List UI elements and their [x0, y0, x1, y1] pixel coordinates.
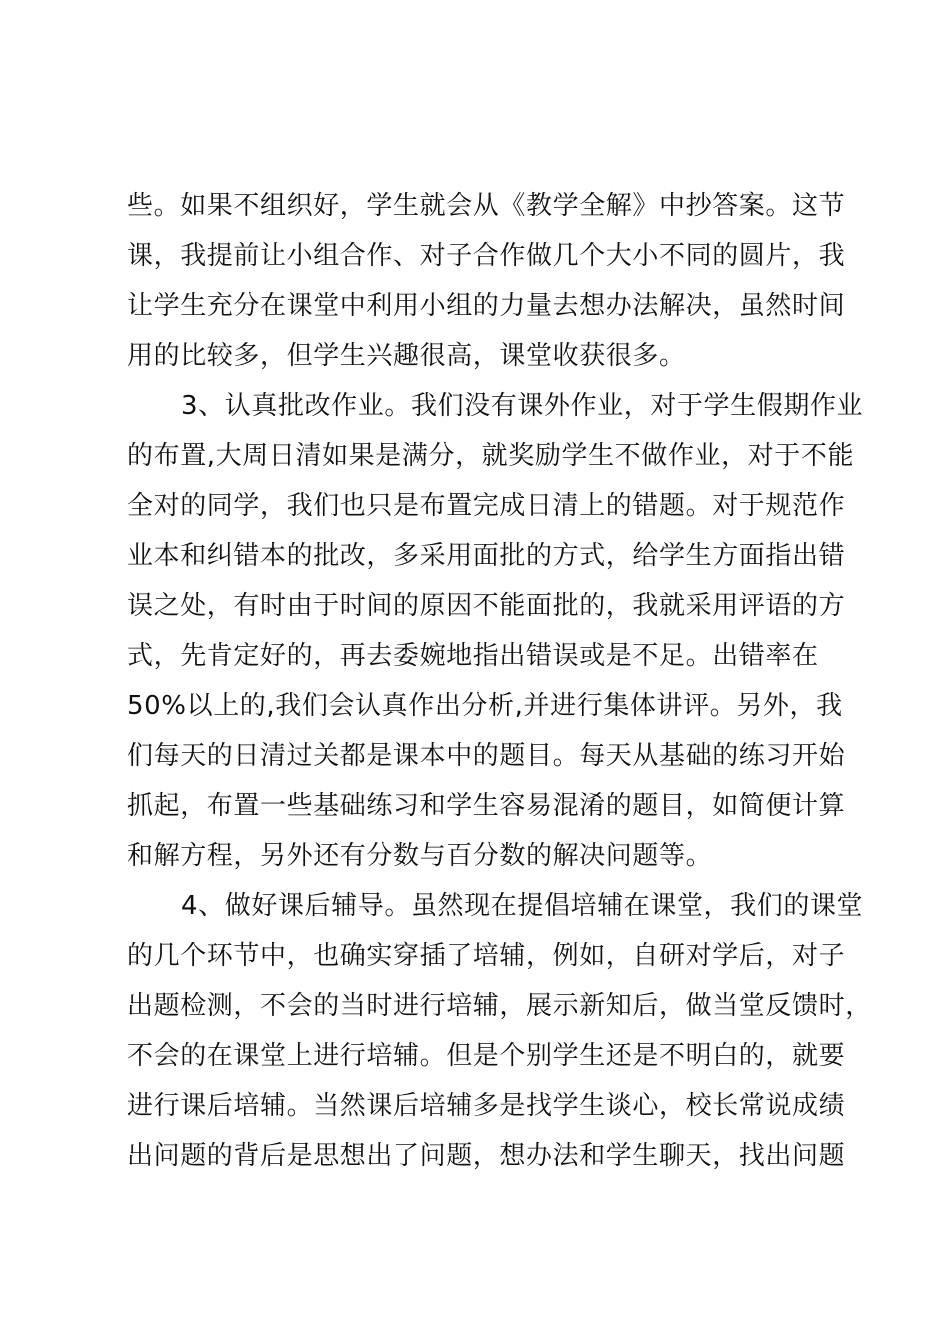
- text-line: 的几个环节中，也确实穿插了培辅，例如，自研对学后，对子: [127, 941, 846, 971]
- text-line: 抓起，布置一些基础练习和学生容易混淆的题目，如简便计算: [127, 791, 846, 821]
- text-line: 全对的同学，我们也只是布置完成日清上的错题。对于规范作: [127, 491, 846, 521]
- text-line: 课，我提前让小组合作、对子合作做几个大小不同的圆片，我: [127, 241, 846, 271]
- text-line: 的布置,大周日清如果是满分，就奖励学生不做作业，对于不能: [127, 441, 855, 471]
- text-line: 误之处，有时由于时间的原因不能面批的，我就采用评语的方: [127, 591, 846, 621]
- text-line: 和解方程，另外还有分数与百分数的解决问题等。: [127, 841, 713, 871]
- text-line: 让学生充分在课堂中利用小组的力量去想办法解决，虽然时间: [127, 291, 846, 321]
- text-line: 3、认真批改作业。我们没有课外作业，对于学生假期作业: [181, 391, 864, 421]
- text-line: 式，先肯定好的，再去委婉地指出错误或是不足。出错率在: [127, 641, 819, 671]
- text-line: 用的比较多，但学生兴趣很高，课堂收获很多。: [127, 341, 686, 371]
- text-line: 们每天的日清过关都是课本中的题目。每天从基础的练习开始: [127, 741, 846, 771]
- text-line: 不会的在课堂上进行培辅。但是个别学生还是不明白的，就要: [127, 1041, 846, 1071]
- text-line: 4、做好课后辅导。虽然现在提倡培辅在课堂，我们的课堂: [181, 891, 864, 921]
- text-line: 出问题的背后是思想出了问题，想办法和学生聊天，找出问题: [127, 1141, 846, 1171]
- body-text: [127, 181, 872, 1181]
- text-line: 业本和纠错本的批改，多采用面批的方式，给学生方面指出错: [127, 541, 846, 571]
- text-line: 进行课后培辅。当然课后培辅多是找学生谈心，校长常说成绩: [127, 1091, 846, 1121]
- text-line: 出题检测，不会的当时进行培辅，展示新知后，做当堂反馈时，: [127, 991, 872, 1021]
- text-line: 些。如果不组织好，学生就会从《教学全解》中抄答案。这节: [127, 191, 846, 221]
- text-line: 50%以上的,我们会认真作出分析,并进行集体讲评。另外，我: [127, 691, 843, 721]
